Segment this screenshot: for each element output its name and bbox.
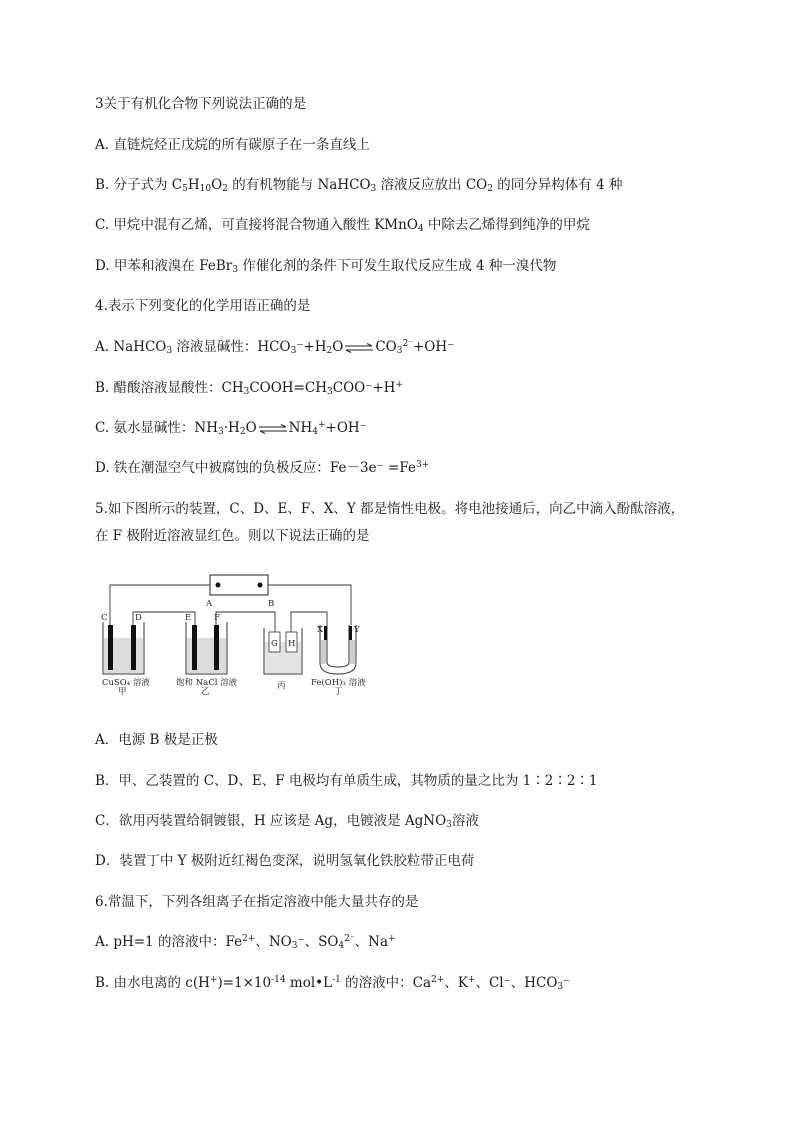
q4-option-d: D. 铁在潮湿空气中被腐蚀的负极反应：$Fe-3e^- =Fe^{3+}$ [95, 460, 430, 476]
q5-option-d: D．装置丁中 Y 极附近红褐色变深，说明氢氧化铁胶粒带正电荷 [95, 853, 475, 869]
power-terminal-a [216, 583, 221, 588]
electrode-X [324, 626, 327, 640]
label-X: X [317, 625, 324, 635]
label-ding: 丁 [334, 687, 343, 695]
equilibrium-arrow-icon [258, 424, 288, 434]
q3-option-a: A. 直链烷烃正戊烷的所有碳原子在一条直线上 [95, 137, 370, 153]
q5-stem-line2: 在 F 极附近溶液显红色。则以下说法正确的是 [95, 528, 370, 544]
q4-option-a: A. NaHCO$_3$ 溶液显碱性：$HCO_3^-+H_2O$ $CO_3^{2^-}+OH^-$ [95, 339, 455, 356]
electrode-D [131, 625, 136, 670]
q6-option-b: B. 由水电离的 $c(H^+)=1\times 10^{-14}$ $mol•L^{-1}$ 的溶液中：$Ca^{2+}$、K+、Cl⁻、$HCO_3^-$ [95, 975, 571, 992]
q5-option-a: A．电源 B 极是正极 [95, 732, 218, 748]
q3-option-d: D. 甲苯和液溴在 FeBr$_3$ 作催化剂的条件下可发生取代反应生成 4 种一溴代物 [95, 258, 557, 275]
q5-option-b: B．甲、乙装置的 C、D、E、F 电极均有单质生成，其物质的量之比为 1∶2∶2∶1 [95, 773, 598, 789]
q4-stem: 4.表示下列变化的化学用语正确的是 [95, 298, 311, 314]
label-bing: 丙 [277, 681, 286, 691]
q6-option-a: A. pH=1 的溶液中：$Fe^{2+}$、$NO_3^-$、$SO_4^{2^-}$、Na+ [95, 934, 396, 951]
label-jia: 甲 [118, 687, 127, 695]
label-F: F [214, 613, 220, 623]
label-ding-solution: Fe(OH)₃ 溶液 [311, 678, 366, 688]
label-A: A [206, 599, 213, 609]
label-E: E [185, 613, 192, 623]
electrolysis-apparatus-diagram [98, 570, 378, 695]
q5-stem-line1: 5.如下图所示的装置，C、D、E、F、X、Y 都是惰性电极。将电池接通后，向乙中滴入酚酞溶液， [95, 501, 685, 517]
q3-option-c: C. 甲烷中混有乙烯，可直接将混合物通入酸性 KMnO$_4$ 中除去乙烯得到纯净的甲烷 [95, 217, 590, 234]
q3-option-b: B. 分子式为 $C_5H_{10}O_2$ 的有机物能与 NaHCO$_3$ 溶液反应放出 $CO_2$ 的同分异构体有 4 种 [95, 177, 623, 194]
q5-option-c: C．欲用丙装置给铜镀银，H 应该是 Ag，电镀液是 AgNO$_3$溶液 [95, 813, 479, 830]
label-jia-solution: CuSO₄ 溶液 [102, 678, 150, 688]
label-G: G [271, 639, 278, 649]
q6-stem: 6.常温下，下列各组离子在指定溶液中能大量共存的是 [95, 894, 419, 910]
q4-option-b: B. 醋酸溶液显酸性：$CH_3COOH=CH_3COO^-+H^+$ [95, 380, 403, 397]
power-terminal-b [258, 583, 263, 588]
label-Y: Y [354, 625, 360, 635]
label-H: H [288, 639, 296, 649]
label-B: B [268, 599, 275, 609]
electrode-C [108, 625, 113, 670]
electrode-F [214, 625, 219, 670]
label-yi-solution: 饱和 NaCl 溶液 [176, 678, 238, 688]
label-D: D [135, 613, 142, 623]
electrode-Y [349, 626, 352, 640]
electrode-E [192, 625, 197, 670]
label-yi: 乙 [201, 687, 210, 695]
q4-option-c: C. 氨水显碱性：$NH_3\cdot H_2O$ $NH_4^++OH^-$ [95, 420, 367, 437]
equilibrium-arrow-icon [344, 343, 374, 353]
q3-stem: 3关于有机化合物下列说法正确的是 [95, 96, 307, 112]
label-C: C [101, 613, 108, 623]
